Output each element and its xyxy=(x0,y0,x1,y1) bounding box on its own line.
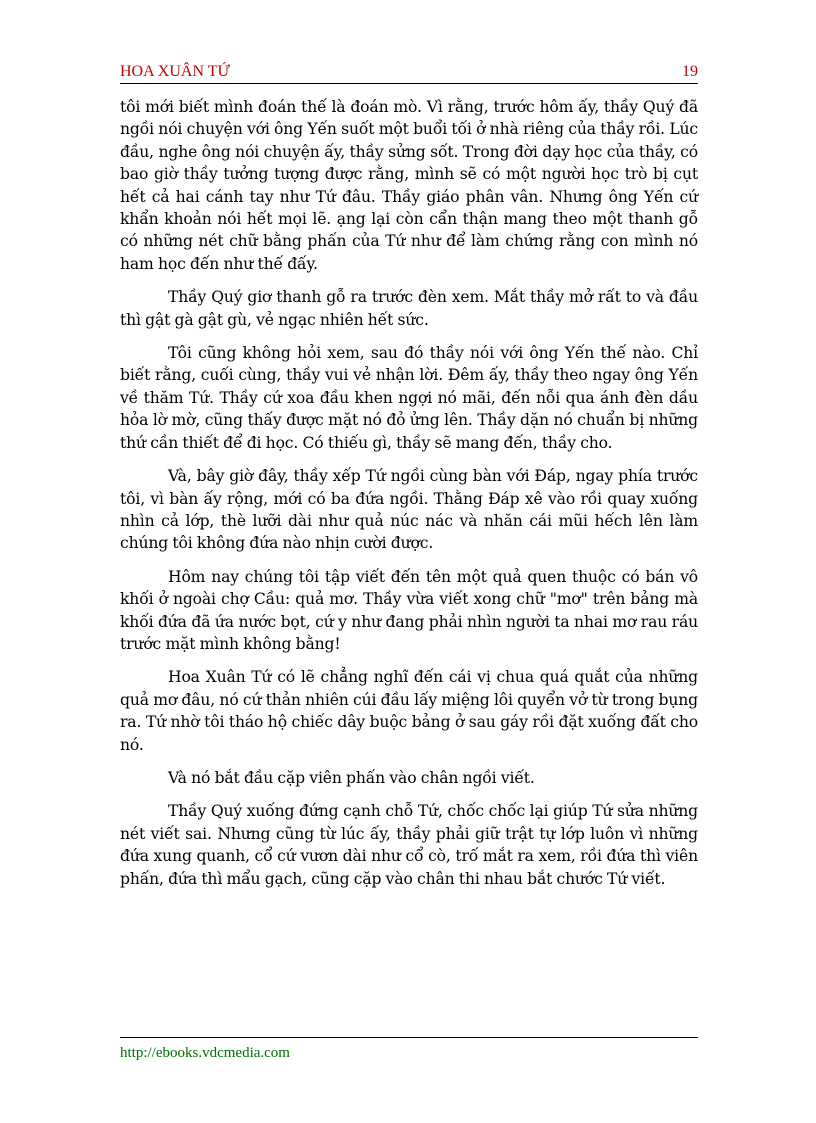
paragraph: Hoa Xuân Tứ có lẽ chẳng nghĩ đến cái vị chua quá quắt của những quả mơ đâu, nó cứ thản nhiên cúi đầu lấy miệng lôi quyển vở từ trong bụng ra. Tứ nhờ tôi tháo hộ chiếc dây buộc bảng ở sau gáy rồi đặt xuống đất cho nó. xyxy=(120,668,698,754)
footer-link[interactable]: http://ebooks.vdcmedia.com xyxy=(120,1045,290,1061)
header-divider xyxy=(120,83,698,84)
paragraph: Thầy Quý xuống đứng cạnh chỗ Tứ, chốc chốc lại giúp Tứ sửa những nét viết sai. Nhưng cũng từ lúc ấy, thầy phải giữ trật tự lớp luôn vì những đứa xung quanh, cổ cứ vươn dài như cổ cò, trố mắt ra xem, rồi đứa thì viên phấn, đứa thì mẩu gạch, cũng cặp vào chân thi nhau bắt chước Tứ viết. xyxy=(120,802,698,888)
page-body xyxy=(120,96,698,901)
page-number: 19 xyxy=(682,63,698,80)
paragraph: Và, bây giờ đây, thầy xếp Tứ ngồi cùng bàn với Đáp, ngay phía trước tôi, vì bàn ấy rộng, mới có ba đứa ngồi. Thằng Đáp xê vào rồi quay xuống nhìn cả lớp, thè lưỡi dài như quả núc nác và nhăn cái mũi hếch lên làm chúng tôi không đứa nào nhịn cười được. xyxy=(120,467,698,553)
footer-divider xyxy=(120,1037,698,1038)
paragraph: tôi mới biết mình đoán thế là đoán mò. Vì rằng, trước hôm ấy, thầy Quý đã ngồi nói chuyện với ông Yến suốt một buổi tối ở nhà riêng của thầy rồi. Lúc đầu, nghe ông nói chuyện ấy, thầy sửng sốt. Trong đời dạy học của thầy, có bao giờ thầy tưởng tượng được rằng, mình sẽ có một người học trò bị cụt hết cả hai cánh tay như Tứ đâu. Thầy giáo phân vân. Nhưng ông Yến cứ khẩn khoản nói hết mọi lẽ. ạng lại còn cẩn thận mang theo một thanh gỗ có những nét chữ bằng phấn của Tứ như để làm chứng rằng con mình nó ham học đến như thế đấy. xyxy=(120,98,698,273)
book-title: HOA XUÂN TỨ xyxy=(120,63,230,80)
paragraph: Hôm nay chúng tôi tập viết đến tên một quả quen thuộc có bán vô khối ở ngoài chợ Cầu: quả mơ. Thầy vừa viết xong chữ "mơ" trên bảng mà khối đứa đã ứa nước bọt, cứ y như đang phải nhìn người ta nhai mơ rau ráu trước mặt mình không bằng! xyxy=(120,567,698,653)
paragraph: Thầy Quý giơ thanh gỗ ra trước đèn xem. Mắt thầy mở rất to và đầu thì gật gà gật gù, vẻ ngạc nhiên hết sức. xyxy=(120,288,698,329)
paragraph: Tôi cũng không hỏi xem, sau đó thầy nói với ông Yến thế nào. Chỉ biết rằng, cuối cùng, thầy vui vẻ nhận lời. Đêm ấy, thầy theo ngay ông Yến về thăm Tứ. Thầy cứ xoa đầu khen ngợi nó mãi, đến nỗi qua ánh đèn dầu hỏa lờ mờ, cũng thấy được mặt nó đỏ ửng lên. Thầy dặn nó chuẩn bị những thứ cần thiết để đi học. Có thiếu gì, thầy sẽ mang đến, thầy cho. xyxy=(120,344,698,452)
page-header xyxy=(120,62,698,82)
paragraph: Và nó bắt đầu cặp viên phấn vào chân ngồi viết. xyxy=(168,768,535,787)
